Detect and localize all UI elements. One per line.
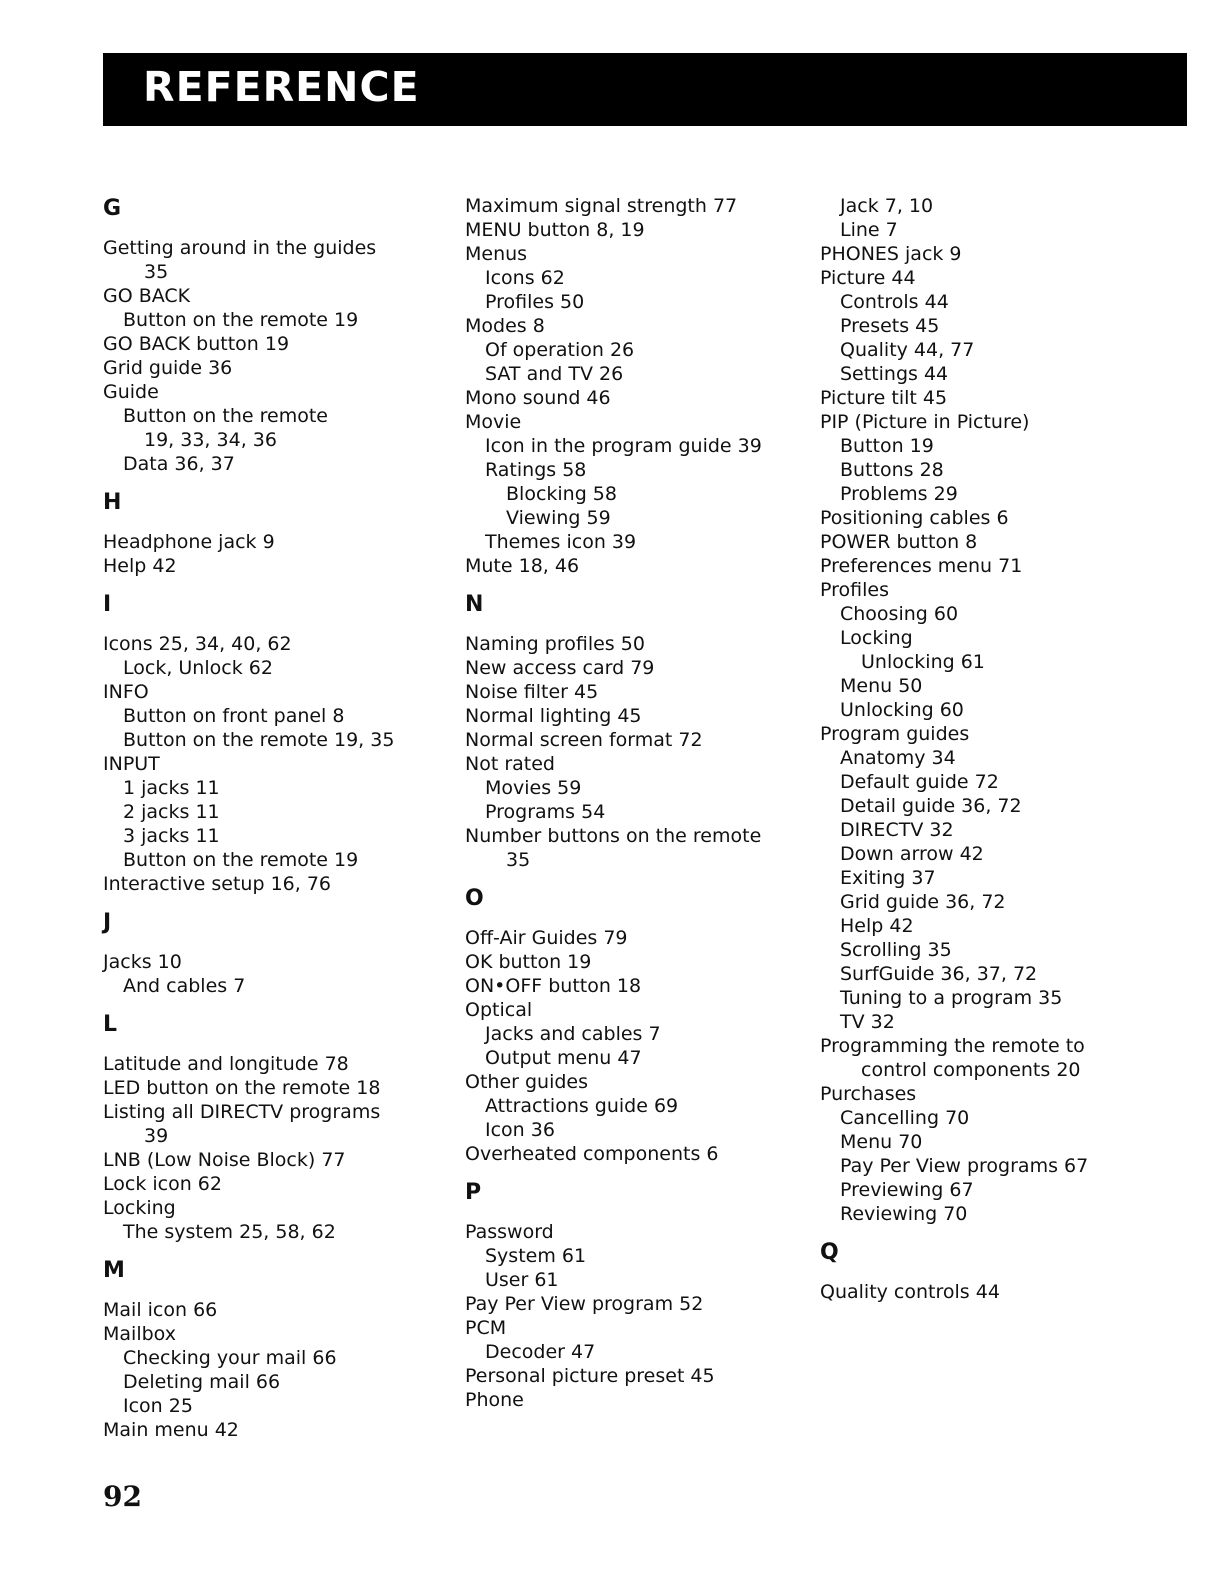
index-subentry: Jack 7, 10: [840, 195, 934, 217]
index-section: [103, 908, 448, 998]
index-entry: Mailbox: [103, 1323, 176, 1345]
index-subentry: Previewing 67: [840, 1179, 974, 1201]
index-subentry: Detail guide 36, 72: [840, 795, 1022, 817]
index-subentry: Decoder 47: [485, 1341, 596, 1363]
index-entry-continuation: 19, 33, 34, 36: [144, 429, 277, 451]
index-section: [820, 194, 1140, 1226]
index-entry: Purchases: [820, 1083, 917, 1105]
index-section: [103, 1256, 448, 1442]
index-subentry: Lock, Unlock 62: [123, 657, 273, 679]
index-entry: Profiles: [820, 579, 889, 601]
index-subentry: Menu 70: [840, 1131, 923, 1153]
index-subentry: TV 32: [840, 1011, 895, 1033]
index-entry: Mono sound 46: [465, 387, 611, 409]
index-section: [465, 194, 810, 578]
section-banner: [103, 53, 1187, 126]
index-subentry: Reviewing 70: [840, 1203, 968, 1225]
index-subentry: Data 36, 37: [123, 453, 235, 475]
section-letter: N: [465, 592, 484, 617]
index-subentry: Button on the remote: [123, 405, 328, 427]
index-subentry: The system 25, 58, 62: [123, 1221, 336, 1243]
index-entry: Pay Per View program 52: [465, 1293, 704, 1315]
section-letter: L: [103, 1012, 118, 1037]
index-subentry: Icons 62: [485, 267, 565, 289]
index-entry: Overheated components 6: [465, 1143, 719, 1165]
section-letter: J: [103, 910, 112, 935]
banner-title: REFERENCE: [143, 63, 420, 111]
index-entry: Latitude and longitude 78: [103, 1053, 349, 1075]
index-subentry: And cables 7: [123, 975, 246, 997]
index-entry: Mail icon 66: [103, 1299, 218, 1321]
index-subentry: Icon 36: [485, 1119, 555, 1141]
index-subentry: Menu 50: [840, 675, 923, 697]
index-entry: Quality controls 44: [820, 1281, 1000, 1303]
index-entry: Picture tilt 45: [820, 387, 948, 409]
index-subentry: Grid guide 36, 72: [840, 891, 1006, 913]
section-letter: P: [465, 1180, 482, 1205]
index-entry: Listing all DIRECTV programs: [103, 1101, 381, 1123]
index-subentry: Locking: [840, 627, 913, 649]
page-number: 92: [103, 1480, 142, 1513]
index-subentry: Buttons 28: [840, 459, 944, 481]
index-entry: Optical: [465, 999, 533, 1021]
index-subentry: Movies 59: [485, 777, 582, 799]
index-column-2: [465, 194, 810, 1412]
index-subentry: User 61: [485, 1269, 559, 1291]
index-entry: Movie: [465, 411, 522, 433]
index-entry: PCM: [465, 1317, 507, 1339]
index-entry: Noise filter 45: [465, 681, 599, 703]
index-entry: Getting around in the guides: [103, 237, 377, 259]
index-subentry: Button on the remote 19, 35: [123, 729, 395, 751]
index-subentry: Controls 44: [840, 291, 949, 313]
index-entry-continuation: 39: [144, 1125, 169, 1147]
index-entry: Normal screen format 72: [465, 729, 703, 751]
index-subentry: Button on the remote 19: [123, 309, 359, 331]
index-entry: PHONES jack 9: [820, 243, 962, 265]
section-letter: Q: [820, 1240, 839, 1265]
index-subentry: Presets 45: [840, 315, 940, 337]
index-entry: Main menu 42: [103, 1419, 239, 1441]
index-subentry: Checking your mail 66: [123, 1347, 337, 1369]
index-entry: ON•OFF button 18: [465, 975, 642, 997]
index-subentry: Tuning to a program 35: [840, 987, 1063, 1009]
index-entry: Locking: [103, 1197, 176, 1219]
index-entry: Password: [465, 1221, 554, 1243]
index-column-3: [820, 194, 1140, 1304]
index-entry: New access card 79: [465, 657, 655, 679]
index-entry: Programming the remote to: [820, 1035, 1085, 1057]
index-section: [103, 590, 448, 896]
index-subentry: Attractions guide 69: [485, 1095, 679, 1117]
index-entry: Mute 18, 46: [465, 555, 580, 577]
index-subentry: Viewing 59: [506, 507, 611, 529]
index-entry: INFO: [103, 681, 149, 703]
index-subentry: Button 19: [840, 435, 934, 457]
index-entry: POWER button 8: [820, 531, 978, 553]
index-entry: Picture 44: [820, 267, 916, 289]
index-subentry: Unlocking 61: [861, 651, 985, 673]
index-subentry: Programs 54: [485, 801, 606, 823]
index-entry: Off-Air Guides 79: [465, 927, 628, 949]
index-entry: LED button on the remote 18: [103, 1077, 381, 1099]
index-entry: GO BACK button 19: [103, 333, 290, 355]
index-subentry: Choosing 60: [840, 603, 959, 625]
index-entry: Modes 8: [465, 315, 545, 337]
index-subentry: Icon 25: [123, 1395, 193, 1417]
index-section: [103, 1010, 448, 1244]
index-subentry: Button on front panel 8: [123, 705, 345, 727]
index-subentry: Cancelling 70: [840, 1107, 970, 1129]
index-subentry: Button on the remote 19: [123, 849, 359, 871]
index-subentry: 2 jacks 11: [123, 801, 220, 823]
index-entry: Help 42: [103, 555, 177, 577]
index-subentry: Line 7: [840, 219, 898, 241]
index-subentry: Icon in the program guide 39: [485, 435, 762, 457]
index-entry: Jacks 10: [103, 951, 182, 973]
index-subentry: Scrolling 35: [840, 939, 952, 961]
index-entry: Menus: [465, 243, 528, 265]
index-entry: GO BACK: [103, 285, 191, 307]
index-section: [465, 1178, 810, 1412]
index-subentry: Output menu 47: [485, 1047, 642, 1069]
index-section: [103, 488, 448, 578]
index-entry: Maximum signal strength 77: [465, 195, 738, 217]
index-section: [820, 1238, 1140, 1304]
index-subentry: Profiles 50: [485, 291, 585, 313]
index-subentry: Down arrow 42: [840, 843, 984, 865]
index-entry: Not rated: [465, 753, 555, 775]
index-entry: Phone: [465, 1389, 524, 1411]
index-subentry: Jacks and cables 7: [485, 1023, 661, 1045]
index-subentry: Quality 44, 77: [840, 339, 975, 361]
index-entry: Positioning cables 6: [820, 507, 1009, 529]
index-subentry: Default guide 72: [840, 771, 999, 793]
section-letter: O: [465, 886, 484, 911]
index-entry: Personal picture preset 45: [465, 1365, 715, 1387]
index-entry: Guide: [103, 381, 159, 403]
index-subentry: 3 jacks 11: [123, 825, 220, 847]
index-entry: PIP (Picture in Picture): [820, 411, 1030, 433]
index-subentry: System 61: [485, 1245, 587, 1267]
index-column-1: [103, 194, 448, 1442]
index-subentry: Problems 29: [840, 483, 958, 505]
index-subentry: DIRECTV 32: [840, 819, 954, 841]
index-entry-continuation: 35: [144, 261, 169, 283]
index-subentry: Deleting mail 66: [123, 1371, 281, 1393]
index-entry: LNB (Low Noise Block) 77: [103, 1149, 346, 1171]
index-subentry: Ratings 58: [485, 459, 587, 481]
section-letter: M: [103, 1258, 125, 1283]
section-letter: H: [103, 490, 122, 515]
index-subentry: 1 jacks 11: [123, 777, 220, 799]
index-subentry: Help 42: [840, 915, 914, 937]
index-entry-continuation: 35: [506, 849, 531, 871]
index-entry: Program guides: [820, 723, 970, 745]
index-subentry: Settings 44: [840, 363, 949, 385]
index-entry: Other guides: [465, 1071, 589, 1093]
index-entry: Headphone jack 9: [103, 531, 275, 553]
section-letter: G: [103, 196, 122, 221]
index-entry: Icons 25, 34, 40, 62: [103, 633, 292, 655]
index-section: [103, 194, 448, 476]
index-entry: INPUT: [103, 753, 160, 775]
index-entry: OK button 19: [465, 951, 592, 973]
index-entry-continuation: control components 20: [861, 1059, 1081, 1081]
section-letter: I: [103, 592, 112, 617]
index-section: [465, 590, 810, 872]
index-entry: Naming profiles 50: [465, 633, 645, 655]
index-subentry: Unlocking 60: [840, 699, 964, 721]
index-subentry: Of operation 26: [485, 339, 635, 361]
index-entry: Lock icon 62: [103, 1173, 222, 1195]
index-entry: Number buttons on the remote: [465, 825, 762, 847]
index-subentry: SurfGuide 36, 37, 72: [840, 963, 1038, 985]
index-subentry: Anatomy 34: [840, 747, 956, 769]
index-entry: Interactive setup 16, 76: [103, 873, 331, 895]
index-subentry: Blocking 58: [506, 483, 617, 505]
index-subentry: Exiting 37: [840, 867, 936, 889]
index-entry: Grid guide 36: [103, 357, 233, 379]
index-subentry: Pay Per View programs 67: [840, 1155, 1089, 1177]
index-entry: MENU button 8, 19: [465, 219, 645, 241]
index-section: [465, 884, 810, 1166]
index-subentry: Themes icon 39: [485, 531, 637, 553]
index-subentry: SAT and TV 26: [485, 363, 624, 385]
index-entry: Normal lighting 45: [465, 705, 642, 727]
index-entry: Preferences menu 71: [820, 555, 1023, 577]
